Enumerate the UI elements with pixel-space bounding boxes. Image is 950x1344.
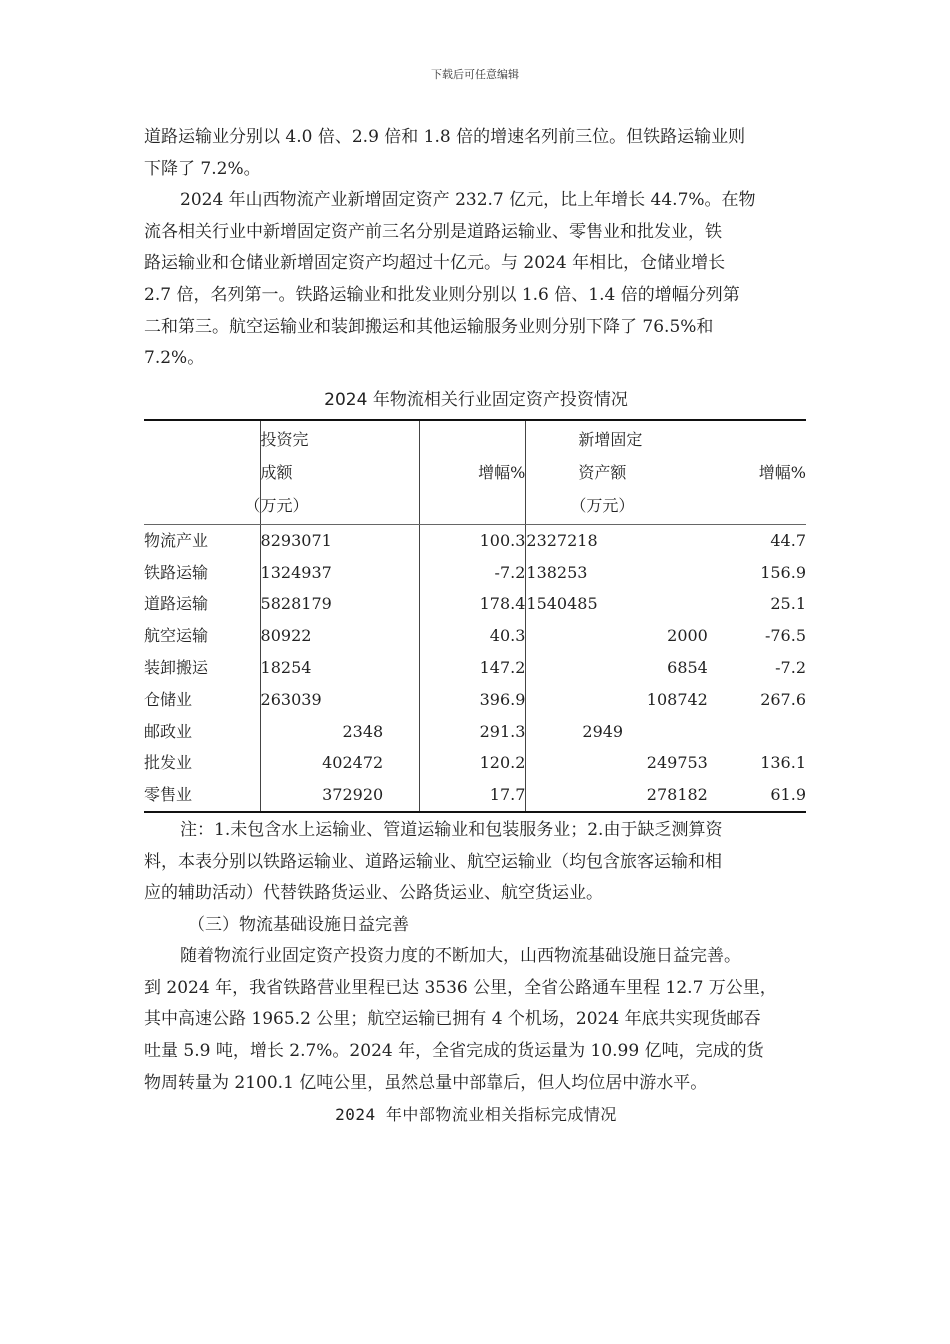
header-line: （万元） [244, 495, 309, 515]
table-cell: 18254 [260, 652, 420, 684]
table-title: 2024 年物流相关行业固定资产投资情况 [324, 389, 628, 410]
table-cell: 138253 [526, 557, 708, 589]
section-heading: （三）物流基础设施日益完善 [188, 914, 409, 935]
header-line: 成额 [260, 462, 293, 482]
table-cell: 批发业 [144, 753, 193, 773]
header-line: 资产额 [578, 462, 627, 482]
table-cell: -7.2 [775, 657, 806, 677]
table-cell: 25.1 [770, 594, 806, 614]
table-cell: 仓储业 [144, 689, 193, 709]
header-line: （万元） [570, 495, 635, 515]
investment-table [144, 419, 806, 813]
table-cell: 263039 [260, 684, 420, 716]
paragraph-3 [144, 941, 808, 1099]
table-cell: 装卸搬运 [144, 657, 209, 677]
header-cell-growth-2 [708, 420, 806, 525]
table-cell: 136.1 [760, 753, 806, 773]
text-line: 2.7 倍，名列第一。铁路运输业和批发业则分别以 1.6 倍、1.4 倍的增幅分列第 [144, 284, 740, 305]
table-cell: 267.6 [760, 689, 806, 709]
table-row [144, 779, 806, 812]
table-cell: 零售业 [144, 785, 193, 805]
table-cell: 372920 [260, 779, 420, 812]
page-header: 下载后可任意编辑 [431, 68, 519, 81]
text-line: 其中高速公路 1965.2 公里；航空运输已拥有 4 个机场，2024 年底共实现货邮吞 [144, 1009, 761, 1030]
table-cell: 2348 [260, 716, 420, 748]
document-body [144, 122, 808, 1129]
text-line: 吐量 5.9 吨，增长 2.7%。2024 年，全省完成的货运量为 10.99 亿吨，完成的货 [144, 1041, 764, 1062]
table-cell: 44.7 [770, 530, 806, 550]
text-line: 路运输业和仓储业新增固定资产均超过十亿元。与 2024 年相比，仓储业增长 [144, 253, 726, 274]
header-line: 增幅% [758, 462, 806, 482]
table-cell: -7.2 [420, 557, 526, 589]
table-cell: 396.9 [420, 684, 526, 716]
table-row [144, 747, 806, 779]
paragraph-1 [144, 122, 808, 185]
text-line: 注：1.未包含水上运输业、管道运输业和包装服务业；2.由于缺乏测算资 [180, 819, 723, 840]
table-cell: 5828179 [260, 588, 420, 620]
table-cell: 100.3 [420, 524, 526, 556]
table-cell: 291.3 [420, 716, 526, 748]
table-row [144, 557, 806, 589]
table-cell: 156.9 [760, 562, 806, 582]
table-cell: 1324937 [260, 557, 420, 589]
table-note [144, 815, 808, 910]
table-cell: 邮政业 [144, 721, 193, 741]
table-cell: 178.4 [420, 588, 526, 620]
paragraph-2 [144, 185, 808, 375]
text-line: 下降了 7.2%。 [144, 158, 261, 179]
text-line: 随着物流行业固定资产投资力度的不断加大，山西物流基础设施日益完善。 [180, 946, 741, 967]
table-cell: 120.2 [420, 747, 526, 779]
table-cell: 147.2 [420, 652, 526, 684]
table-cell: 249753 [526, 747, 708, 779]
table-header-row [144, 420, 806, 525]
header-line: 投资完 [260, 429, 309, 449]
text-line: 流各相关行业中新增固定资产前三名分别是道路运输业、零售业和批发业，铁 [144, 221, 722, 242]
text-line: 料，本表分别以铁路运输业、道路运输业、航空运输业（均包含旅客运输和相 [144, 851, 722, 872]
text-line: 道路运输业分别以 4.0 倍、2.9 倍和 1.8 倍的增速名列前三位。但铁路运输业则 [144, 127, 746, 147]
table-cell: 物流产业 [144, 530, 209, 550]
table-cell: 278182 [526, 779, 708, 812]
table-row [144, 524, 806, 556]
table-cell: 2949 [526, 716, 708, 748]
table-row [144, 620, 806, 652]
table-cell: -76.5 [764, 626, 806, 646]
table-cell: 道路运输 [144, 594, 209, 614]
table-cell: 航空运输 [144, 626, 209, 646]
table-cell: 108742 [526, 684, 708, 716]
table-cell: 61.9 [770, 785, 806, 805]
text-line: 7.2%。 [144, 348, 205, 369]
table-cell: 6854 [526, 652, 708, 684]
text-line: 物周转量为 2100.1 亿吨公里，虽然总量中部靠后，但人均位居中游水平。 [144, 1072, 708, 1093]
table-row [144, 716, 806, 748]
table-cell: 2000 [526, 620, 708, 652]
table-cell: 铁路运输 [144, 562, 209, 582]
header-line: 新增固定 [578, 429, 643, 449]
table-row [144, 588, 806, 620]
table-cell: 17.7 [420, 779, 526, 812]
table-cell: 402472 [260, 747, 420, 779]
table-cell: 8293071 [260, 524, 420, 556]
table-cell: 1540485 [526, 588, 708, 620]
header-line: 增幅% [478, 462, 526, 482]
header-cell-investment [244, 420, 420, 525]
next-table-title: 2024 年中部物流业相关指标完成情况 [335, 1105, 617, 1125]
table-row [144, 652, 806, 684]
table-cell [708, 716, 806, 748]
text-line: 到 2024 年，我省铁路营业里程已达 3536 公里，全省公路通车里程 12.7 万公里， [144, 977, 777, 998]
text-line: 2024 年山西物流产业新增固定资产 232.7 亿元，比上年增长 44.7%。在物 [180, 190, 756, 211]
text-line: 二和第三。航空运输业和装卸搬运和其他运输服务业则分别下降了 76.5%和 [144, 316, 714, 337]
header-cell-category [144, 420, 260, 525]
text-line: 应的辅助活动）代替铁路货运业、公路货运业、航空货运业。 [144, 883, 603, 904]
header-cell-growth-1 [420, 420, 526, 525]
header-cell-new-assets [526, 420, 708, 525]
table-cell: 2327218 [526, 524, 708, 556]
table-row [144, 684, 806, 716]
table-cell: 80922 [260, 620, 420, 652]
table-cell: 40.3 [420, 620, 526, 652]
